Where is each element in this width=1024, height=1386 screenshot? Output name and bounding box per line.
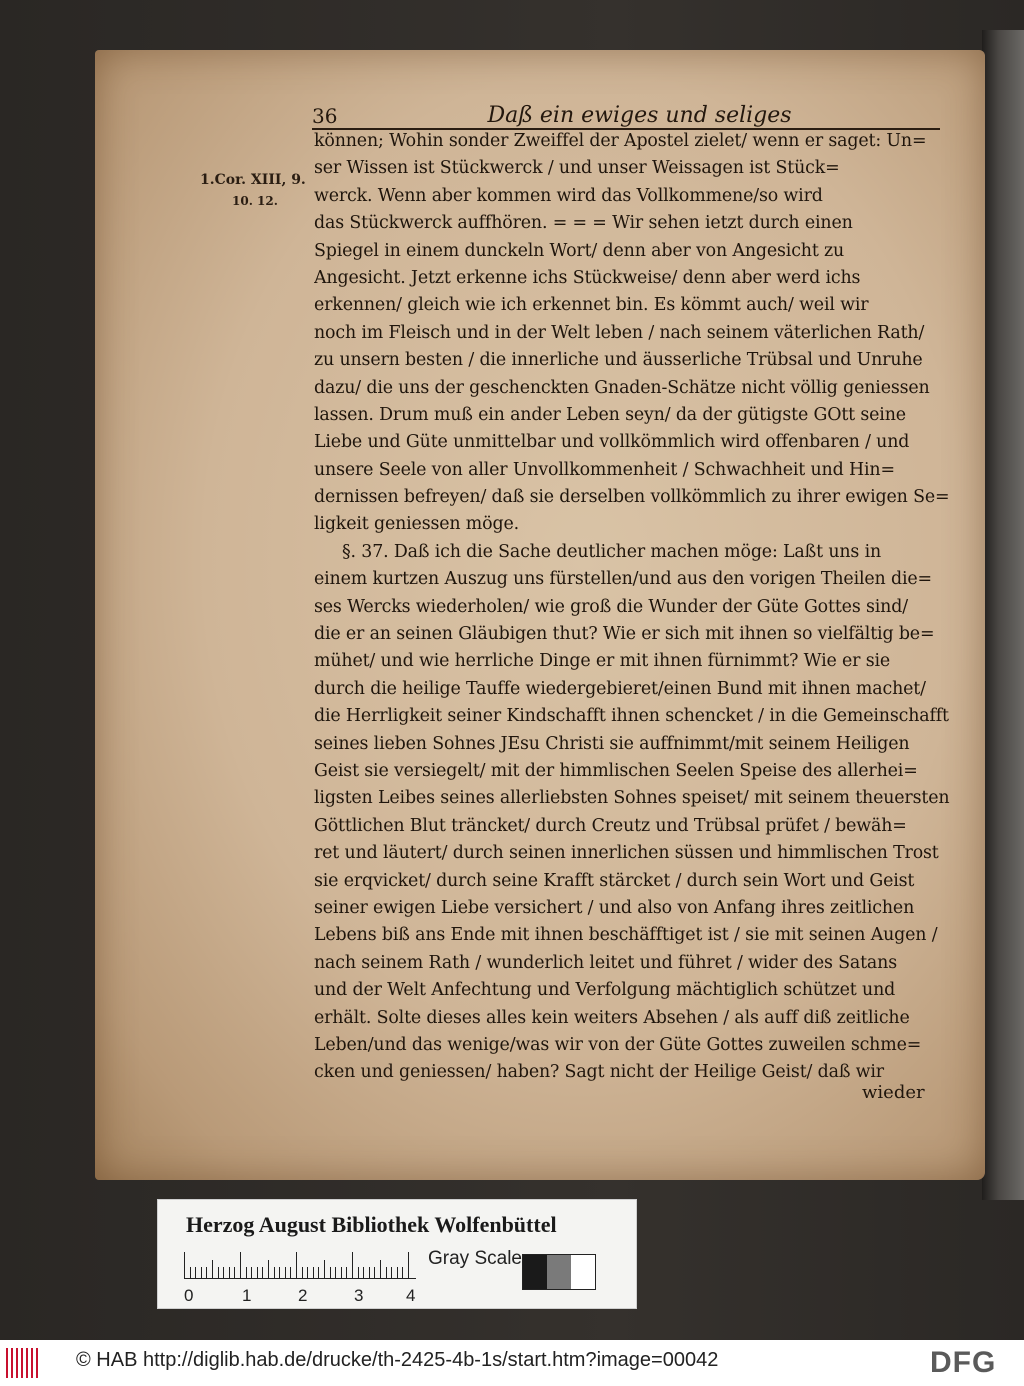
text-line: sie erqvicket/ durch seine Krafft stärcket / durch sein Wort und Geist [314, 870, 915, 891]
text-line: ligkeit geniessen möge. [314, 514, 519, 535]
ruler-tick [234, 1267, 235, 1278]
text-line: die er an seinen Gläubigen thut? Wie er sich mit ihnen so vielfältig be= [314, 624, 935, 645]
gray-swatch [547, 1255, 571, 1289]
ruler-tick [223, 1267, 224, 1278]
text-line: und der Welt Anfechtung und Verfolgung mächtiglich schützet und [314, 980, 896, 1001]
ruler-tick [201, 1267, 202, 1278]
ruler-tick [335, 1267, 336, 1278]
ruler-tick [318, 1267, 319, 1278]
running-title: Daß ein ewiges und seliges [487, 103, 792, 128]
ruler-tick [302, 1267, 303, 1278]
ruler-tick [363, 1267, 364, 1278]
ruler-tick [290, 1267, 291, 1278]
text-line: Angesicht. Jetzt erkenne ichs Stückweise/ denn aber werd ichs [314, 267, 861, 288]
margin-reference: 10. 12. [232, 194, 278, 208]
text-line: durch die heilige Tauffe wiedergebieret/einen Bund mit ihnen machet/ [314, 678, 926, 699]
library-card [157, 1199, 637, 1309]
library-name: Herzog August Bibliothek Wolfenbüttel [186, 1212, 557, 1237]
barcode-icon [6, 1348, 42, 1378]
barcode-bar [11, 1348, 13, 1378]
ruler-tick [374, 1267, 375, 1278]
footer-bar [0, 1340, 1024, 1386]
text-line: seines lieben Sohnes JEsu Christi sie auffnimmt/mit seinem Heiligen [314, 733, 910, 754]
gray-scale-label: Gray Scale [428, 1248, 522, 1269]
ruler-tick [296, 1252, 297, 1278]
barcode-bar [16, 1348, 18, 1378]
text-line: dazu/ die uns der geschenckten Gnaden-Schätze nicht völlig geniessen [314, 377, 930, 398]
ruler-tick [246, 1267, 247, 1278]
dfg-logo: DFG [930, 1346, 997, 1379]
gray-scale-swatches [522, 1254, 596, 1290]
text-line: einem kurtzen Auszug uns fürstellen/und aus den vorigen Theilen die= [314, 569, 932, 590]
ruler-tick [391, 1267, 392, 1278]
ruler-tick [274, 1267, 275, 1278]
barcode-bar [31, 1348, 33, 1378]
text-line: nach seinem Rath / wunderlich leitet und führet / wider des Satans [314, 952, 897, 973]
text-line: Geist sie versiegelt/ mit der himmlischen Seelen Speise des allerhei= [314, 760, 918, 781]
ruler-tick [251, 1267, 252, 1278]
ruler-tick [352, 1252, 353, 1278]
ruler-tick [184, 1252, 185, 1278]
body-text [314, 128, 954, 1087]
ruler-tick [279, 1267, 280, 1278]
text-line: erhält. Solte dieses alles kein weiters Absehen / als auff diß zeitliche [314, 1007, 910, 1028]
text-line: zu unsern besten / die innerliche und äusserliche Trübsal und Unruhe [314, 350, 923, 371]
ruler-tick [386, 1267, 387, 1278]
measurement-ruler [184, 1250, 416, 1279]
ruler-number: 2 [298, 1286, 308, 1305]
ruler-tick [229, 1267, 230, 1278]
text-line: seiner ewigen Liebe versichert / und also von Anfang ihres zeitlichen [314, 897, 915, 918]
text-line: werck. Wenn aber kommen wird das Vollkommene/so wird [314, 185, 823, 206]
text-line: noch im Fleisch und in der Welt leben / nach seinem väterlichen Rath/ [314, 322, 925, 343]
ruler-tick [324, 1260, 325, 1278]
ruler-tick [212, 1260, 213, 1278]
text-line: erkennen/ gleich wie ich erkennet bin. Es kömmt auch/ weil wir [314, 295, 869, 316]
ruler-tick [206, 1267, 207, 1278]
text-line: lassen. Drum muß ein ander Leben seyn/ da der gütigste GOtt seine [314, 404, 906, 425]
barcode-bar [21, 1348, 23, 1378]
text-line: unsere Seele von aller Unvollkommenheit / Schwachheit und Hin= [314, 459, 895, 480]
ruler-tick [195, 1267, 196, 1278]
ruler-tick [408, 1252, 409, 1278]
barcode-bar [26, 1348, 28, 1378]
ruler-tick [397, 1267, 398, 1278]
ruler-tick [346, 1267, 347, 1278]
ruler-number: 0 [184, 1286, 194, 1305]
ruler-tick [341, 1267, 342, 1278]
ruler-tick [358, 1267, 359, 1278]
ruler-tick [369, 1267, 370, 1278]
text-line: die Herrligkeit seiner Kindschafft ihnen schencket / in die Gemeinschafft [314, 706, 949, 727]
ruler-tick [240, 1252, 241, 1278]
ruler-number: 4 [406, 1286, 416, 1305]
page-header [312, 100, 940, 130]
gray-swatch [571, 1255, 595, 1289]
text-line: ligsten Leibes seines allerliebsten Sohnes speiset/ mit seinem theuersten [314, 788, 950, 809]
ruler-tick [380, 1260, 381, 1278]
text-line: ret und läutert/ durch seinen innerlichen süssen und himmlischen Trost [314, 843, 939, 864]
text-line: §. 37. Daß ich die Sache deutlicher machen möge: Laßt uns in [342, 541, 882, 562]
text-line: können; Wohin sonder Zweiffel der Apostel zielet/ wenn er saget: Un= [314, 131, 927, 151]
catchword: wieder [862, 1082, 925, 1103]
text-line: Liebe und Güte unmittelbar und vollkömmlich wird offenbaren / und [314, 432, 910, 453]
ruler-tick [330, 1267, 331, 1278]
text-line: mühet/ und wie herrliche Dinge er mit ihnen fürnimmt? Wie er sie [314, 651, 891, 672]
book-edge [982, 30, 1024, 1200]
ruler-tick [257, 1267, 258, 1278]
text-line: dernissen befreyen/ daß sie derselben vollkömmlich zu ihrer ewigen Se= [314, 487, 950, 508]
ruler-tick [262, 1267, 263, 1278]
text-line: Göttlichen Blut träncket/ durch Creutz und Trübsal prüfet / bewäh= [314, 815, 907, 836]
ruler-number: 1 [242, 1286, 252, 1305]
page-number: 36 [312, 104, 338, 128]
text-line: das Stückwerck auffhören. = = = Wir sehen ietzt durch einen [314, 213, 853, 234]
footer-credit-link[interactable]: © HAB http://diglib.hab.de/drucke/th-2425-4b-1s/start.htm?image=00042 [76, 1349, 719, 1371]
barcode-bar [36, 1348, 38, 1378]
margin-reference: 1.Cor. XIII, 9. [200, 172, 306, 188]
ruler-tick [402, 1267, 403, 1278]
ruler-tick [307, 1267, 308, 1278]
text-line: ses Wercks wiederholen/ wie groß die Wunder der Güte Gottes sind/ [314, 596, 908, 617]
ruler-tick [190, 1267, 191, 1278]
barcode-bar [6, 1348, 8, 1378]
text-line: cken und geniessen/ haben? Sagt nicht der Heilige Geist/ daß wir [314, 1062, 884, 1083]
ruler-tick [218, 1267, 219, 1278]
text-line: Lebens biß ans Ende mit ihnen beschäfftiget ist / sie mit seinen Augen / [314, 925, 938, 946]
gray-swatch [523, 1255, 547, 1289]
ruler-tick [313, 1267, 314, 1278]
text-line: Leben/und das wenige/was wir von der Güte Gottes zuweilen schme= [314, 1034, 922, 1055]
ruler-number: 3 [354, 1286, 364, 1305]
text-line: Spiegel in einem dunckeln Wort/ denn aber von Angesicht zu [314, 240, 845, 261]
text-line: ser Wissen ist Stückwerck / und unser Weissagen ist Stück= [314, 158, 840, 179]
ruler-tick [285, 1267, 286, 1278]
ruler-tick [268, 1260, 269, 1278]
